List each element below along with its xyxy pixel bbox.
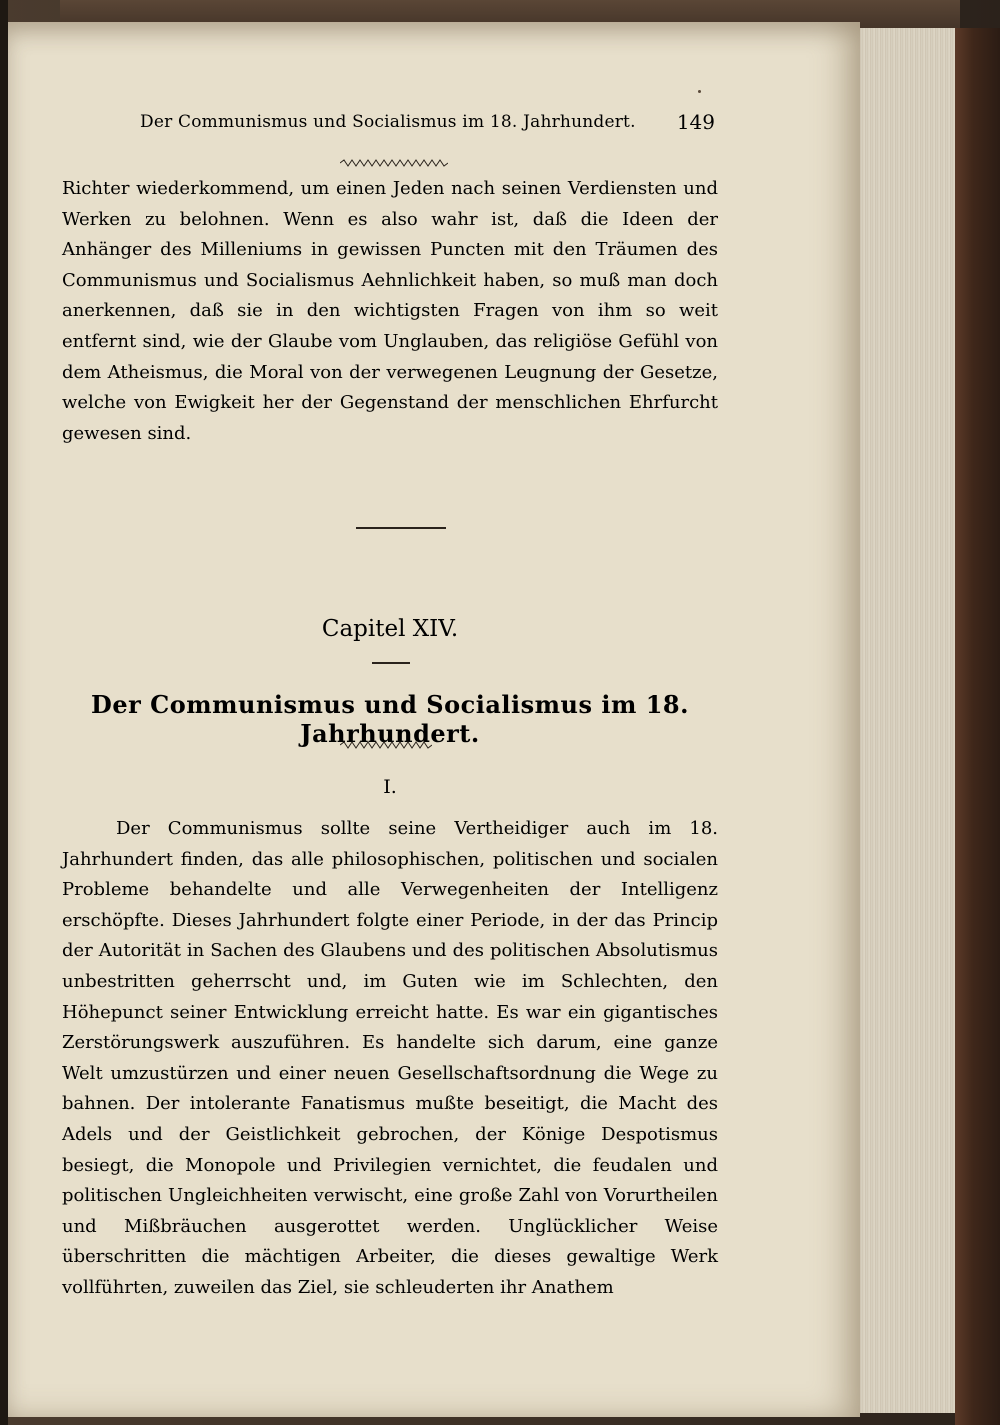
page-header <box>60 108 715 140</box>
paragraph-continuation: Richter wiederkommend, um einen Jeden nach seinen Verdiensten und Werken zu belohnen. Wenn es also wahr ist, daß die Ideen der Anhänger des Milleniums in gewissen Puncten mit den Träumen des Communismus und Socialismus Aehnlichkeit haben, so muß man doch anerkennen, daß sie in den wichtigsten Fragen von ihm so weit entfernt sind, wie der Glaube vom Unglauben, das religiöse Gefühl von dem Atheismus, die Moral von der verwegenen Leugnung der Gesetze, welche von Ewigkeit her der Gegenstand der menschlichen Ehrfurcht gewesen sind. <box>62 178 718 444</box>
header-ornament <box>340 158 448 168</box>
page-number: 149 <box>676 110 715 134</box>
section-separator <box>356 527 446 529</box>
paragraph-main: Der Communismus sollte seine Vertheidiger auch im 18. Jahrhundert finden, das alle philosophischen, politischen und socialen Probleme behandelte und alle Verwegenheiten der Intelligenz erschöpfte. Dieses Jahrhundert folgte einer Periode, in der das Princip der Autorität in Sachen des Glaubens und des politischen Absolutismus unbestritten geherrscht und, im Guten wie im Schlechten, den Höhepunct seiner Entwicklung erreicht hatte. Es war ein gigantisches Zerstörungswerk auszuführen. Es handelte sich darum, eine ganze Welt umzustürzen und einer neuen Gesellschaftsordnung die Wege zu bahnen. Der intolerante Fanatismus mußte beseitigt, die Macht des Adels und der Geistlichkeit gebrochen, der Könige Despotismus besiegt, die Monopole und Privilegien vernichtet, die feudalen und politischen Ungleichheiten verwischt, eine große Zahl von Vorurtheilen und Mißbräuchen ausgerottet werden. Unglücklicher Weise überschritten die mächtigen Arbeiter, die dieses gewaltige Werk vollführten, zuweilen das Ziel, sie schleuderten ihr Anathem <box>62 818 718 1298</box>
title-ornament <box>340 740 432 750</box>
chapter-rule <box>372 662 410 664</box>
page-edges <box>855 28 956 1413</box>
page-speck <box>698 90 701 93</box>
chapter-label: Capitel XIV. <box>321 616 459 642</box>
left-edge <box>0 0 8 1425</box>
chapter-title: Der Communismus und Socialismus im 18. Jahrhundert. <box>91 690 689 748</box>
running-title: Der Communismus und Socialismus im 18. Jahrhundert. <box>140 112 636 132</box>
book-cover-right <box>955 28 1000 1425</box>
section-number: I. <box>383 776 397 798</box>
